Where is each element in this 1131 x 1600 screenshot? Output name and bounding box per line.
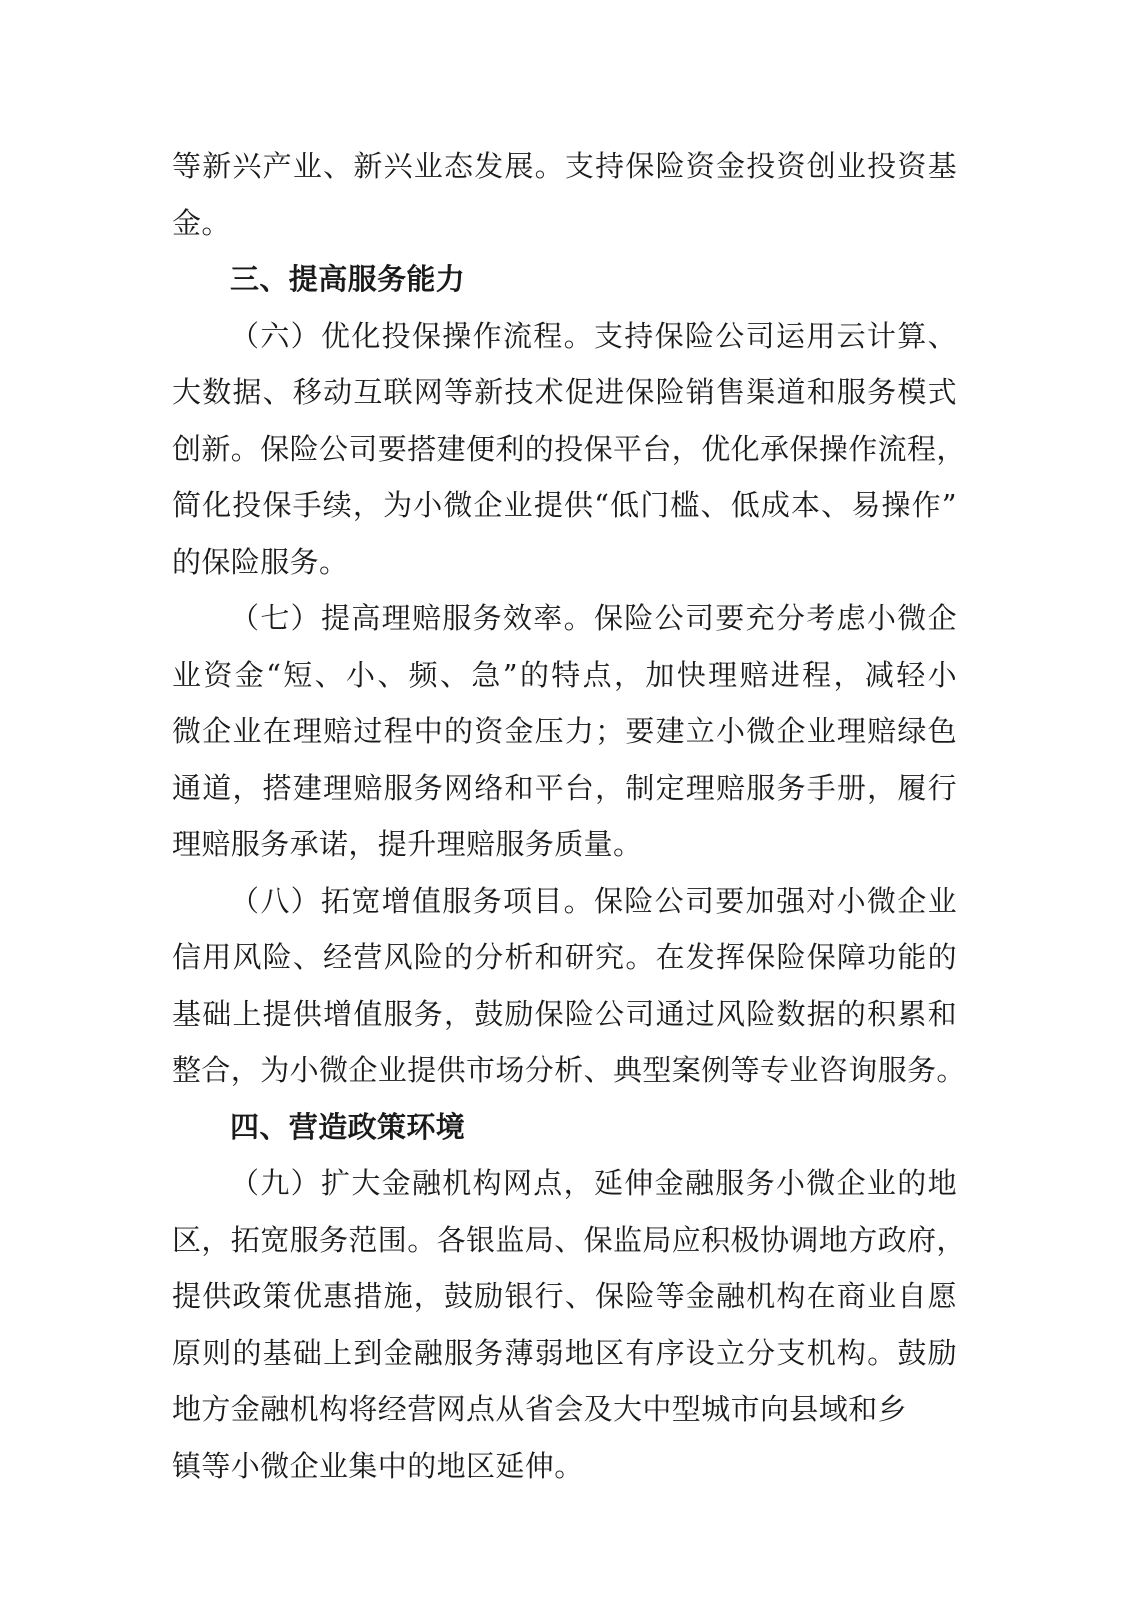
paragraph-line: 大数据、移动互联网等新技术促进保险销售渠道和服务模式: [172, 375, 957, 409]
paragraph-line: 等新兴产业、新兴业态发展。支持保险资金投资创业投资基: [172, 149, 957, 183]
paragraph-line: 基础上提供增值服务，鼓励保险公司通过风险数据的积累和: [172, 996, 957, 1031]
section-heading: 四、营造政策环境: [230, 1109, 466, 1144]
paragraph-line: 信用风险、经营风险的分析和研究。在发挥保险保障功能的: [172, 940, 957, 974]
paragraph-line: 的保险服务。: [172, 544, 349, 579]
document-body: [172, 138, 966, 1494]
paragraph-line: 业资金“短、小、频、急”的特点，加快理赔进程，减轻小: [172, 657, 957, 692]
paragraph-line: 提供政策优惠措施，鼓励银行、保险等金融机构在商业自愿: [172, 1279, 957, 1313]
paragraph-line: 微企业在理赔过程中的资金压力；要建立小微企业理赔绿色: [172, 714, 957, 748]
paragraph-line: （八）拓宽增值服务项目。保险公司要加强对小微企业: [230, 883, 957, 918]
paragraph-line: 通道，搭建理赔服务网络和平台，制定理赔服务手册，履行: [172, 770, 957, 805]
paragraph-line: 创新。保险公司要搭建便利的投保平台，优化承保操作流程，: [172, 431, 966, 466]
paragraph-line: 镇等小微企业集中的地区延伸。: [172, 1448, 584, 1483]
paragraph-line: 地方金融机构将经营网点从省会及大中型城市向县域和乡: [172, 1392, 908, 1426]
paragraph-line: 金。: [172, 205, 231, 240]
paragraph-line: （七）提高理赔服务效率。保险公司要充分考虑小微企: [230, 601, 957, 635]
section-heading: 三、提高服务能力: [230, 262, 466, 296]
paragraph-line: 区，拓宽服务范围。各银监局、保监局应积极协调地方政府，: [172, 1222, 966, 1257]
paragraph-line: （九）扩大金融机构网点，延伸金融服务小微企业的地: [230, 1166, 957, 1200]
paragraph-line: 简化投保手续，为小微企业提供“低门槛、低成本、易操作”: [172, 488, 957, 522]
paragraph-line: 原则的基础上到金融服务薄弱地区有序设立分支机构。鼓励: [172, 1335, 957, 1370]
paragraph-line: 理赔服务承诺，提升理赔服务质量。: [172, 827, 643, 861]
paragraph-line: 整合，为小微企业提供市场分析、典型案例等专业咨询服务。: [172, 1053, 966, 1087]
paragraph-line: （六）优化投保操作流程。支持保险公司运用云计算、: [230, 318, 957, 353]
